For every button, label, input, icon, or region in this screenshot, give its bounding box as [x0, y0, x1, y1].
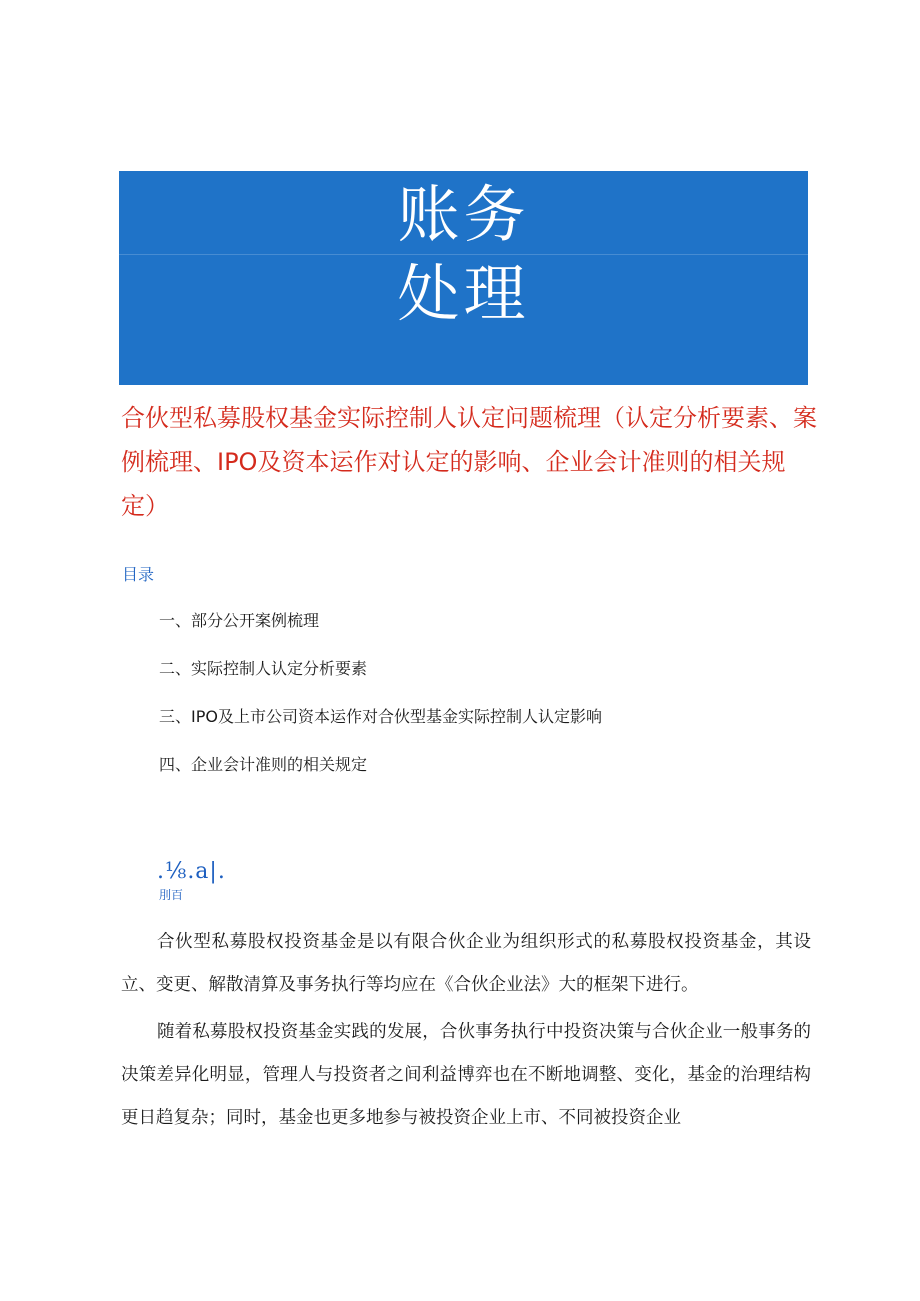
- foreword-heading: .⅛.a|.: [157, 859, 226, 884]
- body-text: [121, 921, 811, 1144]
- banner-title-line-2: 处理: [397, 257, 530, 330]
- toc-item-3[interactable]: 三、IPO及上市公司资本运作对合伙型基金实际控制人认定影响: [159, 707, 602, 726]
- document-title: 合伙型私募股权基金实际控制人认定问题梳理（认定分析要素、案例梳理、IPO及资本运作对认定的影响、企业会计准则的相关规定）: [121, 404, 817, 520]
- paragraph-2: 随着私募股权投资基金实践的发展，合伙事务执行中投资决策与合伙企业一般事务的决策差异化明显，管理人与投资者之间利益博弈也在不断地调整、变化，基金的治理结构更日趋复杂；同时，基金也更多地参与被投资企业上市、不同被投资企业: [121, 1022, 811, 1128]
- toc-item-4[interactable]: 四、企业会计准则的相关规定: [159, 755, 368, 774]
- toc-heading[interactable]: 目录: [122, 565, 155, 584]
- toc-item-1[interactable]: 一、部分公开案例梳理: [159, 611, 320, 630]
- paragraph-1: 合伙型私募股权投资基金是以有限合伙企业为组织形式的私募股权投资基金，其设立、变更、解散清算及事务执行等均应在《合伙企业法》大的框架下进行。: [121, 932, 811, 995]
- foreword-label: 刖百: [159, 888, 184, 902]
- banner-divider: [119, 254, 808, 255]
- title-banner: [119, 171, 808, 385]
- banner-title-line-1: 账务: [397, 178, 530, 251]
- toc-item-2[interactable]: 二、实际控制人认定分析要素: [159, 659, 368, 678]
- table-of-contents: [159, 610, 602, 802]
